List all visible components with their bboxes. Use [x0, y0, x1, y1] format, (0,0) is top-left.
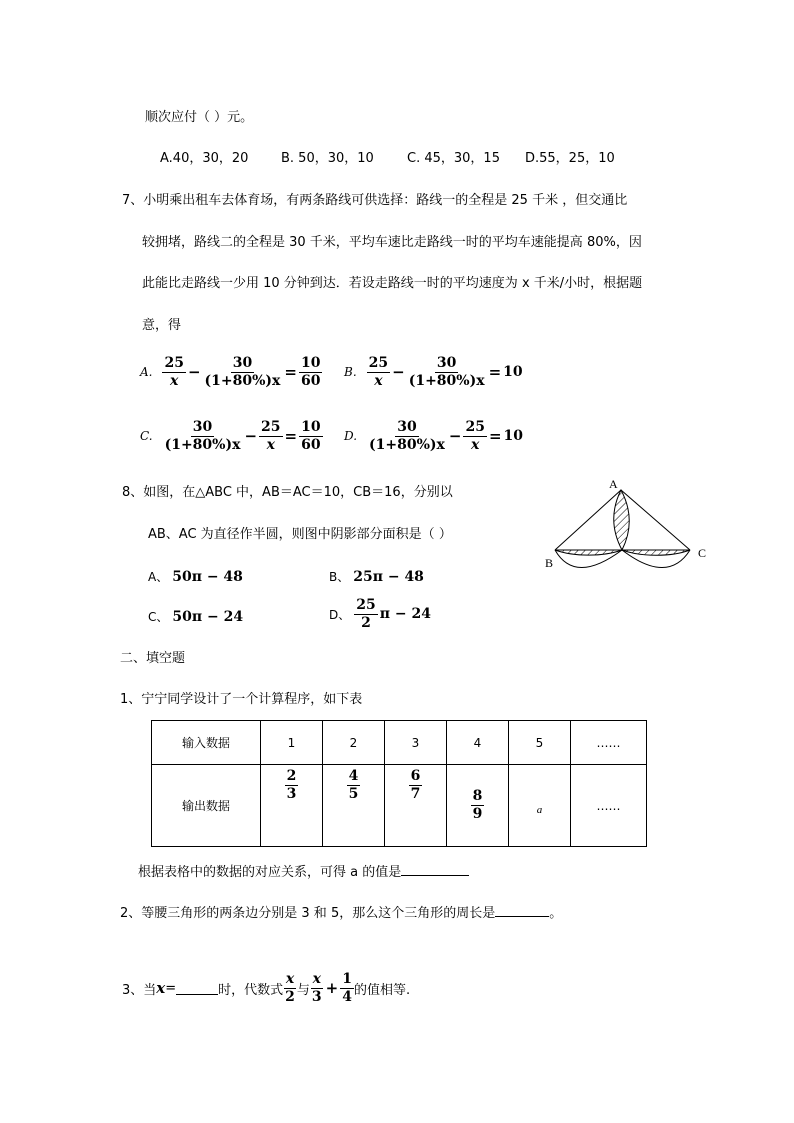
option-label: B、: [329, 570, 350, 584]
denominator: x: [374, 372, 383, 389]
q6-option-b: B. 50，30，10: [281, 151, 374, 166]
f2-question-text: 2、等腰三角形的两条边分别是 3 和 5，那么这个三角形的周长是: [120, 906, 496, 921]
output-cell: [447, 765, 509, 847]
numerator: 25: [261, 419, 281, 435]
option-expression: π − 24: [379, 606, 431, 623]
option-expression: 25π − 48: [353, 568, 424, 585]
option-expression: 50π − 24: [172, 608, 244, 625]
denominator: 5: [348, 785, 359, 802]
q8-option-d: [329, 598, 431, 630]
answer-blank[interactable]: [495, 904, 549, 917]
equals-sign: =: [284, 363, 297, 382]
f1-question-text: 根据表格中的数据的对应关系，可得 a 的值是: [138, 865, 402, 880]
input-cell: 2: [323, 721, 385, 765]
numerator: 30: [232, 355, 253, 371]
numerator: 30: [192, 419, 213, 435]
equals-sign: =: [488, 427, 502, 446]
option-label: C、: [148, 610, 169, 624]
input-cell: 4: [447, 721, 509, 765]
shaded-region-left: [555, 550, 622, 555]
input-cell: 1: [261, 721, 323, 765]
q7-line1: 7、小明乘出租车去体育场，有两条路线可供选择：路线一的全程是 25 千米 ，但交通比: [122, 193, 628, 208]
q7-option-c: [140, 420, 323, 452]
side-ab: [555, 490, 621, 550]
numerator: 2: [286, 768, 297, 784]
numerator: x: [312, 971, 321, 987]
section-title: 二、填空题: [120, 651, 186, 666]
f3-prefix: 3、当: [122, 982, 157, 998]
q7-line2: 较拥堵，路线二的全程是 30 千米，平均车速比走路线一时的平均车速能提高 80%，因: [142, 235, 642, 250]
f1-intro: 1、宁宁同学设计了一个计算程序，如下表: [120, 692, 363, 707]
denominator: 7: [410, 785, 421, 802]
equals-sign: =: [284, 427, 298, 446]
minus-sign: −: [448, 427, 462, 446]
row-header: 输入数据: [152, 721, 261, 765]
denominator: 2: [361, 614, 371, 631]
triangle-semicircles-figure: [540, 475, 720, 575]
option-label: C.: [140, 429, 153, 444]
vertex-c-label: C: [698, 546, 707, 560]
denominator: x: [266, 436, 275, 453]
option-label: B.: [344, 365, 357, 380]
answer-blank[interactable]: [401, 863, 469, 876]
q7-line3: 此能比走路线一少用 10 分钟到达．若设走路线一时的平均速度为 x 千米/小时，根据题: [142, 276, 643, 291]
output-cell: [323, 765, 385, 847]
rhs-value: 10: [503, 364, 523, 381]
denominator: 3: [286, 785, 297, 802]
q8-option-a: [148, 568, 243, 585]
f3-question: [122, 972, 410, 1004]
row-header: 输出数据: [152, 765, 261, 847]
denominator: (1+80%)x: [204, 372, 281, 389]
plus-sign: +: [325, 979, 339, 998]
equals-sign: =: [165, 980, 177, 996]
equals-sign: =: [488, 363, 502, 382]
vertex-b-label: B: [545, 556, 554, 570]
numerator: 25: [465, 419, 485, 435]
q8-option-c: [148, 608, 243, 625]
denominator: x: [471, 436, 480, 453]
q6-option-d: D.55，25，10: [525, 151, 615, 166]
q7-option-a: [140, 356, 322, 388]
output-cell: [385, 765, 447, 847]
numerator: 4: [348, 768, 359, 784]
f2-question: [120, 904, 562, 920]
output-cell: ……: [571, 765, 647, 847]
calc-table: [151, 720, 647, 847]
numerator: 10: [300, 355, 321, 371]
numerator: 25: [356, 597, 376, 613]
q7-line4: 意，得: [142, 318, 182, 333]
f3-end: 的值相等.: [354, 982, 411, 998]
numerator: x: [285, 971, 295, 987]
q7-option-b: [344, 356, 523, 388]
input-cell: ……: [571, 721, 647, 765]
denominator: (1+80%)x: [369, 436, 445, 453]
option-label: D、: [329, 607, 351, 622]
denominator: 2: [285, 988, 295, 1005]
denominator: (1+80%)x: [164, 436, 241, 453]
input-cell: 3: [385, 721, 447, 765]
numerator: 6: [410, 768, 421, 784]
numerator: 25: [164, 355, 184, 371]
output-cell: a: [509, 765, 571, 847]
denominator: 60: [300, 372, 321, 389]
numerator: 1: [342, 971, 352, 987]
shaded-region-right: [622, 550, 690, 555]
denominator: 3: [311, 988, 322, 1005]
minus-sign: −: [244, 427, 258, 446]
vertex-a-label: A: [609, 477, 618, 491]
numerator: 8: [472, 788, 483, 804]
minus-sign: −: [187, 363, 201, 382]
denominator: 9: [472, 805, 483, 822]
denominator: x: [170, 372, 179, 389]
f2-end: 。: [549, 906, 563, 921]
variable-x: x: [156, 979, 166, 998]
numerator: 30: [397, 419, 417, 435]
q8-option-b: [329, 568, 424, 585]
side-ac: [621, 490, 690, 550]
numerator: 10: [301, 419, 321, 435]
denominator: 4: [342, 988, 352, 1005]
f3-mid: 时，代数式: [218, 982, 284, 998]
input-cell: 5: [509, 721, 571, 765]
rhs-value: 10: [503, 428, 523, 445]
table-row: [152, 765, 647, 847]
option-label: A.: [140, 365, 153, 380]
shaded-region-center: [614, 490, 630, 550]
q8-line2: AB、AC 为直径作半圆，则图中阴影部分面积是（ ）: [148, 527, 452, 542]
table-row: [152, 721, 647, 765]
q6-option-c: C. 45，30，15: [407, 151, 500, 166]
numerator: 25: [368, 355, 389, 371]
numerator: 30: [436, 355, 457, 371]
q8-line1: 8、如图，在△ABC 中，AB＝AC＝10，CB＝16，分别以: [122, 485, 453, 500]
f1-question: [138, 863, 469, 879]
option-label: D.: [344, 429, 358, 444]
denominator: 60: [301, 436, 321, 453]
output-cell: [261, 765, 323, 847]
denominator: (1+80%)x: [408, 372, 485, 389]
q6-tail: 顺次应付（ ）元。: [145, 110, 254, 125]
option-expression: 50π − 48: [172, 568, 243, 585]
option-label: A、: [148, 570, 169, 584]
q6-option-a: A.40，30，20: [160, 151, 249, 166]
f3-with: 与: [296, 982, 310, 998]
q7-option-d: [344, 420, 523, 452]
minus-sign: −: [392, 363, 405, 382]
answer-blank[interactable]: [176, 982, 218, 995]
